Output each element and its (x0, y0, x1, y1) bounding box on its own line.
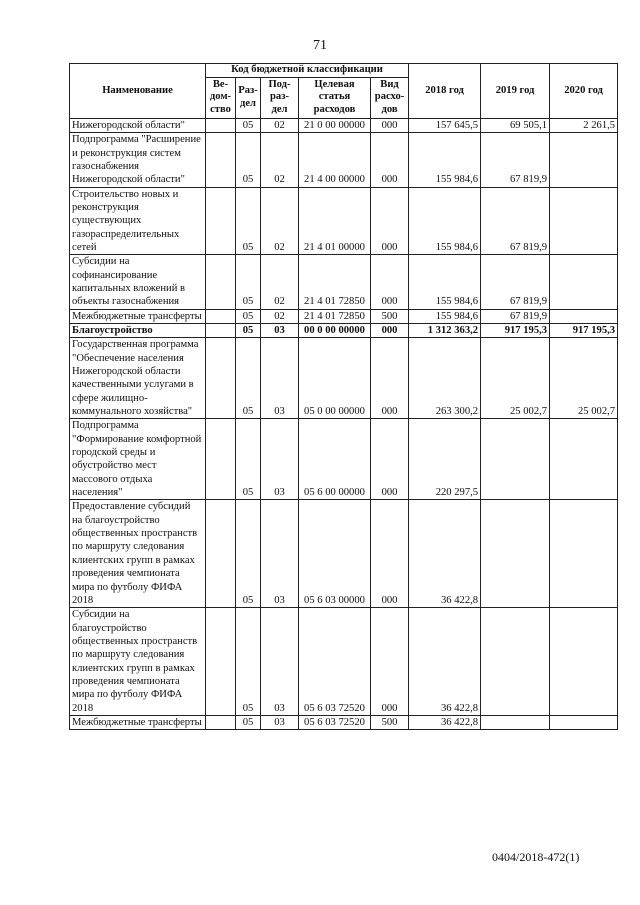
header-vid: Вид расхо- дов (371, 77, 409, 118)
row-ved (206, 608, 236, 716)
row-2020 (550, 255, 618, 309)
row-target: 05 6 00 00000 (299, 419, 371, 500)
row-2019 (481, 419, 550, 500)
row-name: Нижегородской области" (70, 118, 206, 132)
row-vid: 000 (371, 608, 409, 716)
row-2020 (550, 133, 618, 187)
row-vid: 000 (371, 118, 409, 132)
row-razdel: 05 (236, 419, 261, 500)
row-name: Межбюджетные трансферты (70, 309, 206, 323)
row-razdel: 05 (236, 608, 261, 716)
table-row (70, 255, 618, 309)
table-body (70, 118, 618, 729)
row-razdel: 05 (236, 323, 261, 337)
row-vid: 500 (371, 715, 409, 729)
row-name: Строительство новых и реконструкция существующих газораспределительных сетей (70, 187, 206, 255)
table-row (70, 133, 618, 187)
row-vid: 000 (371, 419, 409, 500)
row-2020: 25 002,7 (550, 338, 618, 419)
row-podrazdel: 03 (261, 323, 299, 337)
budget-table (69, 63, 618, 730)
row-target: 21 4 00 00000 (299, 133, 371, 187)
header-razdel: Раз- дел (236, 77, 261, 118)
header-name: Наименование (70, 64, 206, 119)
row-podrazdel: 03 (261, 500, 299, 608)
row-2020 (550, 187, 618, 255)
row-2020: 2 261,5 (550, 118, 618, 132)
row-podrazdel: 03 (261, 338, 299, 419)
row-2019: 67 819,9 (481, 187, 550, 255)
row-ved (206, 309, 236, 323)
row-2019 (481, 500, 550, 608)
header-ved: Ве- дом- ство (206, 77, 236, 118)
header-code-group: Код бюджетной классификации (206, 64, 409, 78)
row-2020 (550, 500, 618, 608)
table-row (70, 608, 618, 716)
row-vid: 000 (371, 323, 409, 337)
header-2018: 2018 год (409, 64, 481, 119)
row-razdel: 05 (236, 118, 261, 132)
row-2020 (550, 715, 618, 729)
row-target: 05 6 03 00000 (299, 500, 371, 608)
row-vid: 000 (371, 187, 409, 255)
row-podrazdel: 02 (261, 255, 299, 309)
table-row (70, 118, 618, 132)
table-row (70, 715, 618, 729)
header-target: Целевая статья расходов (299, 77, 371, 118)
row-target: 05 6 03 72520 (299, 608, 371, 716)
row-podrazdel: 02 (261, 309, 299, 323)
row-2019 (481, 715, 550, 729)
row-2020 (550, 608, 618, 716)
row-vid: 500 (371, 309, 409, 323)
row-name: Межбюджетные трансферты (70, 715, 206, 729)
row-ved (206, 323, 236, 337)
row-podrazdel: 02 (261, 118, 299, 132)
row-2020: 917 195,3 (550, 323, 618, 337)
table-row (70, 338, 618, 419)
row-ved (206, 715, 236, 729)
table-row (70, 419, 618, 500)
row-ved (206, 187, 236, 255)
row-name: Субсидии на софинансирование капитальных вложений в объекты газоснабжения (70, 255, 206, 309)
row-2020 (550, 309, 618, 323)
row-razdel: 05 (236, 133, 261, 187)
row-razdel: 05 (236, 338, 261, 419)
row-2019: 67 819,9 (481, 133, 550, 187)
header-podrazdel: Под- раз- дел (261, 77, 299, 118)
row-ved (206, 338, 236, 419)
row-2019: 67 819,9 (481, 255, 550, 309)
row-ved (206, 118, 236, 132)
row-2019: 25 002,7 (481, 338, 550, 419)
row-name: Подпрограмма "Расширение и реконструкция систем газоснабжения Нижегородской области" (70, 133, 206, 187)
row-razdel: 05 (236, 187, 261, 255)
row-2018: 36 422,8 (409, 715, 481, 729)
row-target: 05 0 00 00000 (299, 338, 371, 419)
table-row (70, 323, 618, 337)
header-2019: 2019 год (481, 64, 550, 119)
row-2019: 917 195,3 (481, 323, 550, 337)
row-podrazdel: 03 (261, 419, 299, 500)
row-razdel: 05 (236, 255, 261, 309)
row-2018: 157 645,5 (409, 118, 481, 132)
row-ved (206, 419, 236, 500)
row-target: 05 6 03 72520 (299, 715, 371, 729)
row-name: Государственная программа "Обеспечение населения Нижегородской области качественными услугами в сфере жилищно-коммунального хозяйства" (70, 338, 206, 419)
row-2018: 155 984,6 (409, 309, 481, 323)
table-row (70, 309, 618, 323)
row-2019: 67 819,9 (481, 309, 550, 323)
row-name: Предоставление субсидий на благоустройство общественных пространств по маршруту следования клиентских групп в рамках проведения чемпионата мира по футболу ФИФА 2018 (70, 500, 206, 608)
row-vid: 000 (371, 255, 409, 309)
row-name: Подпрограмма "Формирование комфортной городской среды и обустройство мест массового отдыха населения" (70, 419, 206, 500)
row-ved (206, 255, 236, 309)
row-2018: 1 312 363,2 (409, 323, 481, 337)
row-target: 00 0 00 00000 (299, 323, 371, 337)
row-target: 21 4 01 72850 (299, 255, 371, 309)
row-podrazdel: 03 (261, 715, 299, 729)
row-2018: 155 984,6 (409, 133, 481, 187)
row-podrazdel: 02 (261, 187, 299, 255)
row-razdel: 05 (236, 309, 261, 323)
row-2018: 155 984,6 (409, 255, 481, 309)
row-target: 21 0 00 00000 (299, 118, 371, 132)
row-podrazdel: 02 (261, 133, 299, 187)
row-podrazdel: 03 (261, 608, 299, 716)
row-2018: 36 422,8 (409, 608, 481, 716)
row-target: 21 4 01 72850 (299, 309, 371, 323)
row-vid: 000 (371, 500, 409, 608)
row-razdel: 05 (236, 715, 261, 729)
row-2018: 155 984,6 (409, 187, 481, 255)
page-number: 71 (313, 38, 327, 53)
row-target: 21 4 01 00000 (299, 187, 371, 255)
row-name: Субсидии на благоустройство общественных пространств по маршруту следования клиентских групп в рамках проведения чемпионата мира по футболу ФИФА 2018 (70, 608, 206, 716)
row-name: Благоустройство (70, 323, 206, 337)
row-2018: 263 300,2 (409, 338, 481, 419)
table-row (70, 500, 618, 608)
row-2019: 69 505,1 (481, 118, 550, 132)
row-2019 (481, 608, 550, 716)
row-ved (206, 500, 236, 608)
row-vid: 000 (371, 338, 409, 419)
header-2020: 2020 год (550, 64, 618, 119)
row-vid: 000 (371, 133, 409, 187)
row-2018: 220 297,5 (409, 419, 481, 500)
row-ved (206, 133, 236, 187)
document-id: 0404/2018-472(1) (492, 850, 580, 864)
row-2018: 36 422,8 (409, 500, 481, 608)
table-header (70, 64, 618, 119)
row-2020 (550, 419, 618, 500)
row-razdel: 05 (236, 500, 261, 608)
table-row (70, 187, 618, 255)
